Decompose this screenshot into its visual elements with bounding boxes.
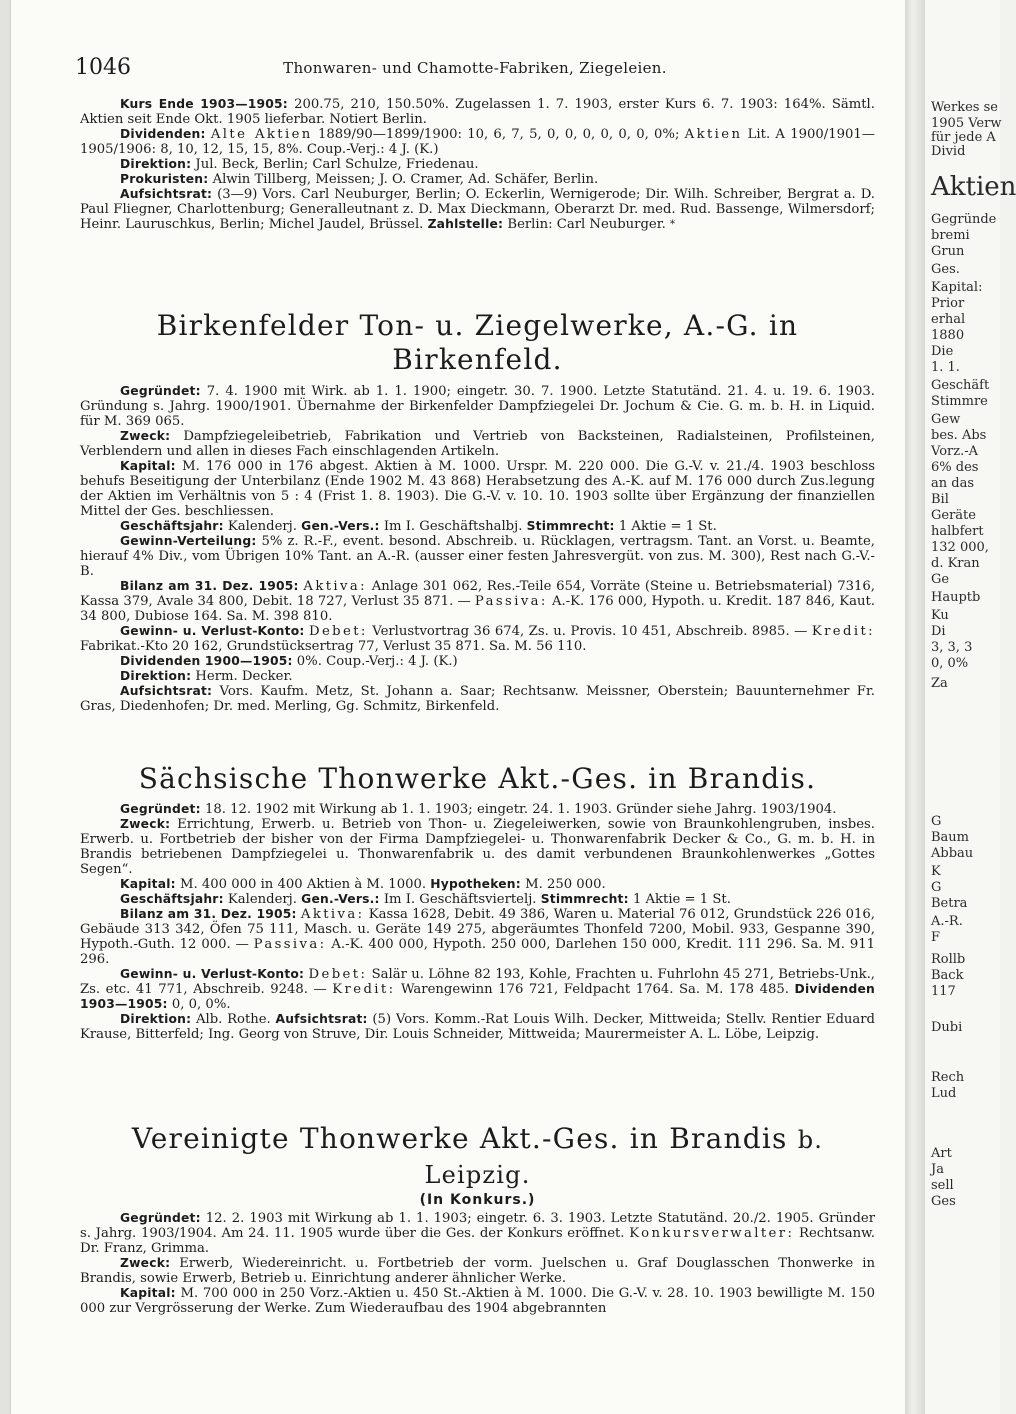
adjacent-page-text: Abbau: [931, 846, 974, 861]
adjacent-page-text: an das: [931, 476, 974, 491]
adjacent-page-text: Dubi: [931, 1020, 963, 1035]
adjacent-page-text: A.-R.: [931, 914, 963, 929]
adjacent-page-text: Baum: [931, 830, 970, 845]
geschaeftsjahr-paragraph: Geschäftsjahr: Kalenderj. Gen.-Vers.: Im I. Geschäftshalbj. Stimmrecht: 1 Aktie = 1 St.: [120, 519, 717, 534]
guv-paragraph: Gewinn- u. Verlust-Konto: Debet: Verlustvortrag 36 674, Zs. u. Provis. 10 451, Abschreib. 8985. — Kredit: Fabrikat.-Kto 20 162, Grundstücksertrag 77, Verlust 35 871. Sa. M. 56 110.: [80, 624, 875, 654]
direktion-paragraph: Direktion: Alb. Rothe. Aufsichtsrat: (5) Vors. Komm.-Rat Louis Wilh. Decker, Mittweida; Stellv. Rentier Eduard Krause, Bitterfeld; Ing. Georg von Struve, Dir. Louis Schneider, Mittweida; Maurermeister A. L. Löbe, Leipzig.: [80, 1012, 875, 1042]
dividenden-paragraph: Dividenden: Alte Aktien 1889/90—1899/1900: 10, 6, 7, 5, 0, 0, 0, 0, 0, 0, 0%; Aktien Lit. A 1900/1901—1905/1906: 8, 10, 12, 15, 15, 8%. Coup.-Verj.: 4 J. (K.): [80, 127, 875, 157]
birkenfeld-entry: [80, 309, 875, 714]
bilanz-paragraph: Bilanz am 31. Dez. 1905: Aktiva: Kassa 1628, Debit. 49 386, Waren u. Material 76 012, Grundstück 226 016, Gebäude 313 342, Öfen 75 111, Masch. u. Geräte 149 275, abgeräumtes Thonfeld 7200, Mobil. 933, Gespanne 390, Hypoth.-Guth. 12 000. — Passiva: A.-K. 400 000, Hypoth. 250 000, Darlehen 150 000, Kredit. 111 296. Sa. M. 911 296.: [80, 907, 875, 967]
adjacent-page-text: 0, 0%: [931, 656, 969, 671]
top-entry-continuation: [80, 97, 875, 232]
adjacent-page-text: K: [931, 864, 941, 879]
saechsische-entry: [80, 762, 875, 1042]
page-edge: [0, 0, 11, 1414]
adjacent-page-text: Rollb: [931, 952, 966, 967]
direktion-paragraph: Direktion: Herm. Decker.: [120, 669, 293, 684]
adjacent-page-text: bes. Abs: [931, 428, 987, 443]
adjacent-page-text: Gew: [931, 412, 961, 427]
gewinn-verteilung-paragraph: Gewinn-Verteilung: 5% z. R.-F., event. besond. Abschreib. u. Rücklagen, vertragsm. Tant. an Vorst. u. Beamte, hierauf 4% Div., vom Übrigen 10% Tant. an A.-R. (ausser einer festen Jahresvergüt. von zus. M. 300), Rest nach G.-V.-B.: [80, 534, 875, 579]
company-title-vereinigte: Vereinigte Thonwerke Akt.-Ges. in Brandis b. Leipzig.: [131, 1122, 824, 1189]
bilanz-paragraph: Bilanz am 31. Dez. 1905: Aktiva: Anlage 301 062, Res.-Teile 654, Vorräte (Steine u. Betriebsmaterial) 7316, Kassa 379, Avale 34 800, Debit. 18 727, Verlust 35 871. — Passiva: A.-K. 176 000, Hypoth. u. Kredit. 187 846, Kaut. 34 800, Dubiose 164. Sa. M. 398 810.: [80, 579, 875, 624]
adjacent-page-text: Rech: [931, 1070, 965, 1085]
adjacent-page-text: 1905 Verw: [931, 116, 1002, 131]
kapital-paragraph: Kapital: M. 400 000 in 400 Aktien à M. 1000. Hypotheken: M. 250 000.: [120, 877, 606, 892]
adjacent-page-text: Back: [931, 968, 964, 983]
aufsichtsrat-paragraph: Aufsichtsrat: Vors. Kaufm. Metz, St. Johann a. Saar; Rechtsanw. Meissner, Oberstein; Bauunternehmer Fr. Gras, Diedenhofen; Dr. med. Merling, Gg. Schmitz, Birkenfeld.: [80, 684, 876, 714]
adjacent-page-text: erhal: [931, 312, 966, 327]
adjacent-page-text: bremi: [931, 228, 970, 243]
company-title-birkenfeld: Birkenfelder Ton- u. Ziegelwerke, A.-G. in Birkenfeld.: [156, 309, 799, 376]
adjacent-page-text: halbfert: [931, 524, 984, 539]
kapital-paragraph: Kapital: M. 176 000 in 176 abgest. Aktien à M. 1000. Urspr. M. 220 000. Die G.-V. v. 21./4. 1903 beschloss behufs Beseitigung der Unterbilanz (Ende 1902 M. 43 868) Herabsetzung des A.-K. auf M. 176 000 durch Zus.legung der Aktien im Verhältnis von 5 : 4 (Frist 1. 8. 1903). Die G.-V. v. 10. 10. 1903 sollte über Ergänzung der finanziellen Mittel der Ges. beschliessen.: [80, 459, 875, 519]
adjacent-page-text: Geräte: [931, 508, 976, 523]
gegruendet-paragraph: Gegründet: 12. 2. 1903 mit Wirkung ab 1. 1. 1903; eingetr. 6. 3. 1903. Letzte Statutänd. 20./2. 1905. Gründer s. Jahrg. 1903/1904. Am 24. 11. 1905 wurde über die Ges. der Konkurs eröffnet. Konkursverwalter: Rechtsanw. Dr. Franz, Grimma.: [80, 1211, 875, 1256]
adjacent-page-text: Geschäft: [931, 378, 990, 393]
adjacent-page-text: Grun: [931, 244, 965, 259]
adjacent-page-text: sell: [931, 1178, 954, 1193]
zweck-paragraph: Zweck: Dampfziegeleibetrieb, Fabrikation und Vertrieb von Backsteinen, Radialsteinen, Profilsteinen, Verblendern und allen in dieses Fach einschlagenden Artikeln.: [80, 429, 875, 459]
adjacent-page-text: Ges.: [931, 262, 960, 277]
adjacent-page-text: F: [931, 930, 941, 945]
kapital-paragraph: Kapital: M. 700 000 in 250 Vorz.-Aktien u. 450 St.-Aktien à M. 1000. Die G.-V. v. 28. 10. 1903 bewilligte M. 150 000 zur Vergrösserung der Werke. Zum Wiederaufbau des 1904 abgebrannten: [80, 1286, 875, 1316]
adjacent-page-text: Di: [931, 624, 946, 639]
dividenden-paragraph: Dividenden 1900—1905: 0%. Coup.-Verj.: 4 J. (K.): [120, 654, 458, 669]
adjacent-page-text: Werkes se: [931, 100, 998, 115]
page-number: 1046: [75, 55, 131, 80]
adjacent-page-text: G: [931, 880, 942, 895]
page-gutter: [905, 0, 925, 1414]
adjacent-page-text: Ku: [931, 608, 949, 623]
adjacent-page-text: Prior: [931, 296, 965, 311]
guv-paragraph: Gewinn- u. Verlust-Konto: Debet: Salär u. Löhne 82 193, Kohle, Frachten u. Fuhrlohn 45 271, Betriebs-Unk., Zs. etc. 41 771, Abschreib. 9248. — Kredit: Warengewinn 176 721, Feldpacht 1764. Sa. M. 178 485. Dividenden 1903—1905: 0, 0, 0%.: [80, 967, 876, 1012]
adjacent-page-text: Aktien: [931, 172, 1016, 202]
adjacent-page-text: Lud: [931, 1086, 957, 1101]
adjacent-page-text: Ge: [931, 572, 950, 587]
adjacent-page-text: Kapital:: [931, 280, 983, 295]
adjacent-page-fragment: [925, 0, 1016, 1414]
company-title-saechsische: Sächsische Thonwerke Akt.-Ges. in Brandis.: [138, 762, 817, 795]
adjacent-page-text: 6% des: [931, 460, 979, 475]
zweck-paragraph: Zweck: Errichtung, Erwerb. u. Betrieb von Thon- u. Ziegeleiwerken, sowie von Braunkohlengruben, insbes. Erwerb. u. Fortbetrieb der bisher von der Firma Dampfziegelei- u. Thonwarenfabrik Decker & Co., G. m. b. H. in Brandis betriebenen Dampfziegelei u. Thonwarenfabrik u. des damit verbundenen Braunkohlenwerkes „Gottes Segen“.: [80, 817, 875, 877]
aufsichtsrat-paragraph: Aufsichtsrat: (3—9) Vors. Carl Neuburger, Berlin; O. Eckerlin, Wernigerode; Dir. Wilh. Schreiber, Bergrat a. D. Paul Fliegner, Charlottenburg; Generalleutnant z. D. Max Dieckmann, Oberarzt Dr. med. Rud. Bassenge, Wilmersdorf; Heinr. Lauruschkus, Berlin; Michel Jaudel, Brüssel. Zahlstelle: Berlin: Carl Neuburger. *: [80, 187, 875, 232]
adjacent-page-text: 117: [931, 984, 956, 999]
gegruendet-paragraph: Gegründet: 7. 4. 1900 mit Wirk. ab 1. 1. 1900; eingetr. 30. 7. 1900. Letzte Statutänd. 21. 4. u. 19. 6. 1903. Gründung s. Jahrg. 1900/1901. Übernahme der Birkenfelder Dampfziegelei Dr. Jochum & Cie. G. m. b. H. in Liquid. für M. 369 065.: [80, 384, 875, 429]
direktion-paragraph: Direktion: Jul. Beck, Berlin; Carl Schulze, Friedenau.: [120, 157, 479, 172]
page-header: [75, 55, 875, 85]
running-title: Thonwaren- und Chamotte-Fabriken, Ziegeleien.: [283, 59, 667, 77]
adjacent-page-text: Gegründe: [931, 212, 997, 227]
zweck-paragraph: Zweck: Erwerb, Wiedereinricht. u. Fortbetrieb der vorm. Juelschen u. Graf Douglasschen Thonwerke in Brandis, sowie Erwerb, Betrieb u. Einrichtung anderer ähnlicher Werke.: [80, 1256, 875, 1286]
adjacent-page-text: Art: [931, 1146, 952, 1161]
konkurs-note: (In Konkurs.): [419, 1192, 536, 1208]
vereinigte-entry: [80, 1122, 875, 1316]
kurs-paragraph: Kurs Ende 1903—1905: 200.75, 210, 150.50%. Zugelassen 1. 7. 1903, erster Kurs 6. 7. 1903: 164%. Sämtl. Aktien seit Ende Okt. 1905 lieferbar. Notiert Berlin.: [80, 97, 875, 127]
gegruendet-paragraph: Gegründet: 18. 12. 1902 mit Wirkung ab 1. 1. 1903; eingetr. 24. 1. 1903. Gründer siehe Jahrg. 1903/1904.: [120, 802, 837, 817]
adjacent-page-text: 1. 1.: [931, 360, 960, 375]
adjacent-page-text: für jede A: [931, 130, 996, 145]
adjacent-page-text: Stimmre: [931, 394, 988, 409]
adjacent-page-text: Divid: [931, 144, 966, 159]
adjacent-page-text: Ges: [931, 1194, 956, 1209]
adjacent-page-text: Bil: [931, 492, 949, 507]
adjacent-page-text: d. Kran: [931, 556, 980, 571]
prokuristen-paragraph: Prokuristen: Alwin Tillberg, Meissen; J. O. Cramer, Ad. Schäfer, Berlin.: [120, 172, 599, 187]
adjacent-page-text: Die: [931, 344, 954, 359]
geschaeftsjahr-paragraph: Geschäftsjahr: Kalenderj. Gen.-Vers.: Im I. Geschäftsviertelj. Stimmrecht: 1 Aktie = 1 St.: [120, 892, 731, 907]
adjacent-page-text: G: [931, 814, 942, 829]
adjacent-page-text: 3, 3, 3: [931, 640, 973, 655]
adjacent-page-text: Betra: [931, 896, 968, 911]
adjacent-page-text: Ja: [931, 1162, 944, 1177]
adjacent-page-text: 1880: [931, 328, 965, 343]
adjacent-page-text: Za: [931, 676, 948, 691]
adjacent-page-text: Hauptb: [931, 590, 981, 605]
adjacent-page-text: Vorz.-A: [931, 444, 978, 459]
adjacent-page-text: 132 000,: [931, 540, 989, 555]
